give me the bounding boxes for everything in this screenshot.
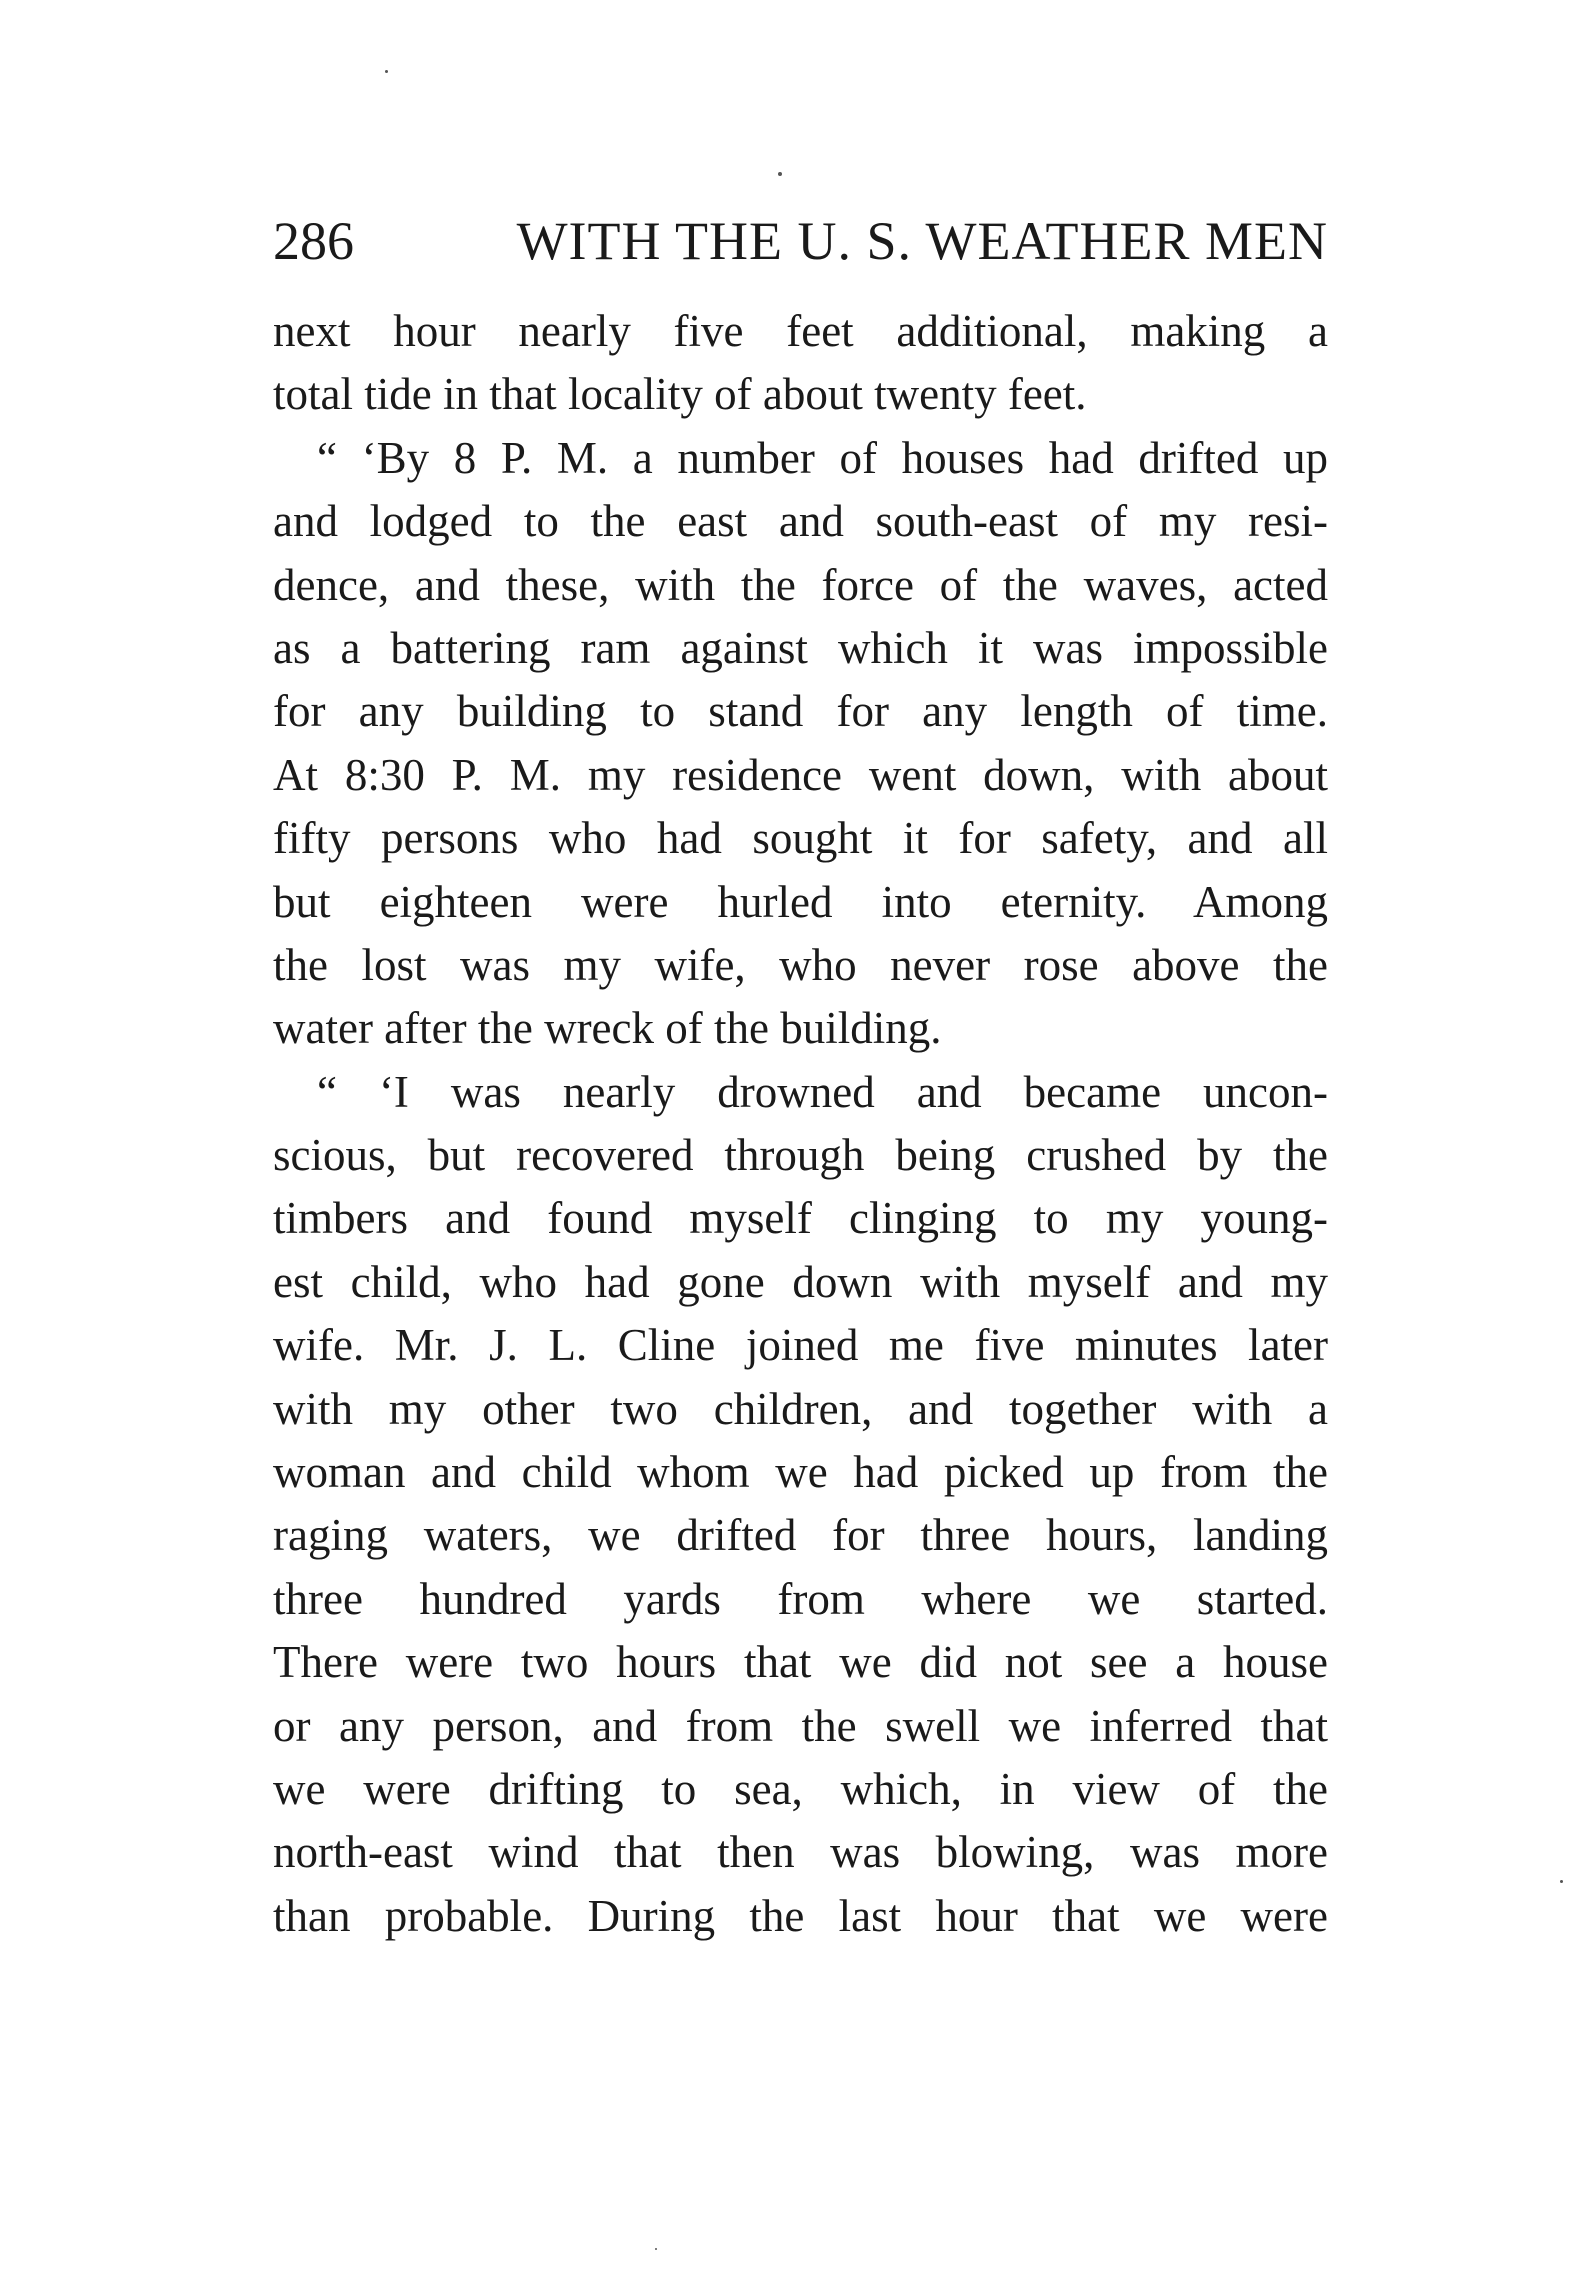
text-line: with my other two children, and together with a <box>273 1383 1328 1434</box>
scan-speck <box>1560 1880 1563 1883</box>
text-line: “ ‘By 8 P. M. a number of houses had drifted up <box>317 432 1328 483</box>
page-number: 286 <box>273 211 354 271</box>
text-line: fifty persons who had sought it for safety, and all <box>273 813 1328 864</box>
text-line: raging waters, we drifted for three hours, landing <box>273 1510 1328 1561</box>
scan-speck <box>385 70 388 73</box>
text-line: “ ‘I was nearly drowned and became uncon- <box>317 1066 1328 1117</box>
text-line: woman and child whom we had picked up from the <box>273 1447 1328 1498</box>
text-line: total tide in that locality of about twenty feet. <box>273 369 1087 420</box>
text-line: than probable. During the last hour that we were <box>273 1890 1328 1941</box>
running-title: WITH THE U. S. WEATHER MEN <box>516 211 1328 271</box>
text-line: wife. Mr. J. L. Cline joined me five minutes later <box>273 1320 1328 1371</box>
text-line: At 8:30 P. M. my residence went down, with about <box>273 749 1328 800</box>
text-line: the lost was my wife, who never rose above the <box>273 939 1328 990</box>
running-header <box>273 210 1328 272</box>
text-line: three hundred yards from where we started. <box>273 1573 1328 1624</box>
text-line: timbers and found myself clinging to my young- <box>273 1193 1328 1244</box>
scan-speck <box>778 172 782 176</box>
text-line: we were drifting to sea, which, in view of the <box>273 1763 1328 1814</box>
text-line: as a battering ram against which it was impossible <box>273 622 1328 673</box>
text-line: and lodged to the east and south-east of my resi- <box>273 496 1328 547</box>
text-line: next hour nearly five feet additional, making a <box>273 306 1328 356</box>
text-line: but eighteen were hurled into eternity. Among <box>273 876 1328 927</box>
text-line: scious, but recovered through being crushed by the <box>273 1130 1328 1181</box>
text-line: dence, and these, with the force of the waves, acted <box>273 559 1328 610</box>
scan-speck <box>655 2248 657 2250</box>
text-line: There were two hours that we did not see a house <box>273 1637 1328 1688</box>
text-line: water after the wreck of the building. <box>273 1003 942 1054</box>
text-line: est child, who had gone down with myself and my <box>273 1256 1328 1307</box>
text-line: north-east wind that then was blowing, was more <box>273 1827 1328 1878</box>
text-line: or any person, and from the swell we inferred that <box>273 1700 1328 1751</box>
body-text <box>273 300 1328 1948</box>
text-line: for any building to stand for any length of time. <box>273 686 1328 737</box>
